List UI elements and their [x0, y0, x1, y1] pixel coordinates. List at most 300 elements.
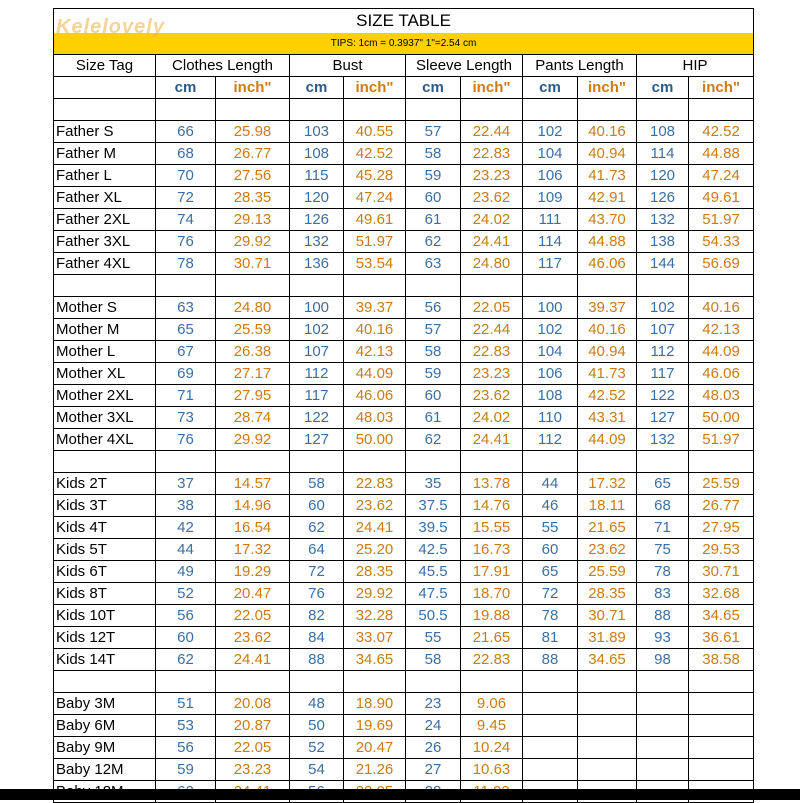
table-title: SIZE TABLE	[54, 9, 754, 34]
size-tag-cell: Father L	[54, 165, 156, 187]
inch-value-cell: 17.32	[578, 473, 637, 495]
size-tag-cell: Father 3XL	[54, 231, 156, 253]
inch-value-cell: 24.80	[216, 297, 290, 319]
cm-value-cell: 108	[290, 143, 344, 165]
cm-value-cell: 39.5	[406, 517, 461, 539]
inch-value-cell: 27.17	[216, 363, 290, 385]
inch-value-cell: 27.95	[689, 517, 754, 539]
spacer-cell	[344, 451, 406, 473]
cm-value-cell: 57	[406, 121, 461, 143]
spacer-cell	[156, 275, 216, 297]
inch-value-cell: 32.68	[689, 583, 754, 605]
cm-value-cell: 55	[406, 627, 461, 649]
cm-value-cell: 132	[637, 429, 689, 451]
spacer-cell	[406, 451, 461, 473]
inch-value-cell: 29.92	[216, 429, 290, 451]
spacer-row	[54, 99, 754, 121]
cm-value-cell: 112	[523, 429, 578, 451]
inch-value-cell: 14.96	[216, 495, 290, 517]
cm-value-cell: 62	[290, 517, 344, 539]
inch-value-cell: 22.83	[461, 143, 523, 165]
inch-value-cell: 39.37	[344, 297, 406, 319]
header-bust: Bust	[290, 55, 406, 77]
size-tag-cell: Mother S	[54, 297, 156, 319]
spacer-cell	[290, 275, 344, 297]
cm-value-cell: 117	[290, 385, 344, 407]
inch-value-cell: 46.06	[689, 363, 754, 385]
spacer-cell	[54, 275, 156, 297]
table-row	[54, 737, 754, 759]
spacer-cell	[523, 451, 578, 473]
table-row	[54, 385, 754, 407]
table-row	[54, 407, 754, 429]
inch-value-cell: 56.69	[689, 253, 754, 275]
inch-value-cell: 24.41	[344, 517, 406, 539]
cm-value-cell: 74	[156, 209, 216, 231]
inch-value-cell	[578, 737, 637, 759]
cm-value-cell: 38	[156, 495, 216, 517]
inch-value-cell	[689, 737, 754, 759]
table-row	[54, 539, 754, 561]
inch-value-cell	[689, 759, 754, 781]
spacer-cell	[523, 671, 578, 693]
cm-value-cell: 144	[637, 253, 689, 275]
unit-inch: inch"	[216, 77, 290, 99]
cm-value-cell: 76	[290, 583, 344, 605]
size-tag-cell: Kids 12T	[54, 627, 156, 649]
cm-value-cell: 106	[523, 363, 578, 385]
inch-value-cell: 42.13	[689, 319, 754, 341]
inch-value-cell: 24.02	[461, 209, 523, 231]
cm-value-cell: 64	[290, 539, 344, 561]
inch-value-cell: 42.13	[344, 341, 406, 363]
cm-value-cell	[637, 693, 689, 715]
inch-value-cell: 48.03	[344, 407, 406, 429]
spacer-cell	[344, 275, 406, 297]
tips-banner: TIPS: 1cm = 0.3937" 1"=2.54 cm	[54, 33, 754, 55]
inch-value-cell: 29.53	[689, 539, 754, 561]
cm-value-cell: 83	[637, 583, 689, 605]
inch-value-cell: 22.44	[461, 121, 523, 143]
cm-value-cell: 132	[290, 231, 344, 253]
table-row	[54, 693, 754, 715]
cm-value-cell: 65	[156, 319, 216, 341]
inch-value-cell: 42.91	[578, 187, 637, 209]
inch-value-cell: 16.54	[216, 517, 290, 539]
spacer-cell	[156, 451, 216, 473]
inch-value-cell: 13.78	[461, 473, 523, 495]
cm-value-cell: 78	[156, 253, 216, 275]
spacer-cell	[406, 671, 461, 693]
cm-value-cell: 100	[290, 297, 344, 319]
header-pants-length: Pants Length	[523, 55, 637, 77]
cm-value-cell: 58	[406, 341, 461, 363]
inch-value-cell: 10.63	[461, 759, 523, 781]
cm-value-cell: 132	[637, 209, 689, 231]
size-tag-cell: Mother XL	[54, 363, 156, 385]
cm-value-cell: 49	[156, 561, 216, 583]
inch-value-cell: 24.41	[216, 649, 290, 671]
cm-value-cell: 108	[637, 121, 689, 143]
cm-value-cell: 73	[156, 407, 216, 429]
table-row	[54, 341, 754, 363]
table-row	[54, 319, 754, 341]
cm-value-cell	[523, 759, 578, 781]
spacer-cell	[637, 451, 689, 473]
cm-value-cell: 110	[523, 407, 578, 429]
size-tag-cell: Kids 6T	[54, 561, 156, 583]
size-tag-cell: Baby 3M	[54, 693, 156, 715]
cm-value-cell: 104	[523, 341, 578, 363]
cm-value-cell: 63	[406, 253, 461, 275]
size-tag-cell: Baby 6M	[54, 715, 156, 737]
inch-value-cell: 27.95	[216, 385, 290, 407]
cm-value-cell: 58	[406, 649, 461, 671]
inch-value-cell: 26.38	[216, 341, 290, 363]
unit-cm: cm	[156, 77, 216, 99]
inch-value-cell	[689, 715, 754, 737]
inch-value-cell: 20.47	[344, 737, 406, 759]
cm-value-cell: 84	[290, 627, 344, 649]
cm-value-cell: 50	[290, 715, 344, 737]
cm-value-cell: 104	[523, 143, 578, 165]
inch-value-cell: 21.65	[461, 627, 523, 649]
cm-value-cell: 88	[637, 605, 689, 627]
cm-value-cell: 61	[406, 209, 461, 231]
cm-value-cell: 63	[156, 297, 216, 319]
cm-value-cell: 117	[637, 363, 689, 385]
header-row	[54, 55, 754, 77]
cm-value-cell	[637, 759, 689, 781]
inch-value-cell: 14.76	[461, 495, 523, 517]
cm-value-cell: 52	[290, 737, 344, 759]
unit-inch: inch"	[461, 77, 523, 99]
cm-value-cell: 102	[523, 319, 578, 341]
table-row	[54, 143, 754, 165]
cm-value-cell	[637, 737, 689, 759]
spacer-cell	[216, 451, 290, 473]
inch-value-cell: 17.32	[216, 539, 290, 561]
inch-value-cell: 30.71	[578, 605, 637, 627]
spacer-cell	[156, 671, 216, 693]
cm-value-cell: 102	[523, 121, 578, 143]
spacer-cell	[54, 451, 156, 473]
cm-value-cell: 45.5	[406, 561, 461, 583]
cm-value-cell: 65	[523, 561, 578, 583]
cm-value-cell: 126	[290, 209, 344, 231]
cm-value-cell: 120	[290, 187, 344, 209]
cm-value-cell: 66	[156, 121, 216, 143]
spacer-cell	[406, 99, 461, 121]
inch-value-cell: 43.31	[578, 407, 637, 429]
cm-value-cell: 62	[406, 231, 461, 253]
cm-value-cell: 42.5	[406, 539, 461, 561]
inch-value-cell: 22.05	[461, 297, 523, 319]
inch-value-cell: 29.92	[216, 231, 290, 253]
unit-cm: cm	[523, 77, 578, 99]
inch-value-cell: 42.52	[689, 121, 754, 143]
spacer-cell	[637, 671, 689, 693]
cm-value-cell: 111	[523, 209, 578, 231]
watermark-logo: Kelelovely	[56, 16, 165, 38]
cm-value-cell: 50.5	[406, 605, 461, 627]
cm-value-cell: 72	[156, 187, 216, 209]
cm-value-cell: 138	[637, 231, 689, 253]
unit-inch: inch"	[578, 77, 637, 99]
spacer-cell	[637, 99, 689, 121]
spacer-cell	[689, 99, 754, 121]
inch-value-cell: 16.73	[461, 539, 523, 561]
cm-value-cell	[523, 715, 578, 737]
cm-value-cell: 48	[290, 693, 344, 715]
inch-value-cell: 39.37	[578, 297, 637, 319]
inch-value-cell: 44.88	[689, 143, 754, 165]
spacer-cell	[689, 275, 754, 297]
inch-value-cell: 40.16	[578, 319, 637, 341]
inch-value-cell: 18.90	[344, 693, 406, 715]
size-tag-cell: Mother 4XL	[54, 429, 156, 451]
cm-value-cell: 100	[523, 297, 578, 319]
cm-value-cell: 59	[406, 165, 461, 187]
size-tag-cell: Father 2XL	[54, 209, 156, 231]
cm-value-cell: 71	[637, 517, 689, 539]
cm-value-cell: 61	[406, 407, 461, 429]
unit-cm: cm	[290, 77, 344, 99]
inch-value-cell: 28.35	[344, 561, 406, 583]
cm-value-cell: 76	[156, 231, 216, 253]
table-row	[54, 253, 754, 275]
cm-value-cell: 62	[406, 429, 461, 451]
spacer-cell	[578, 671, 637, 693]
cm-value-cell: 37.5	[406, 495, 461, 517]
inch-value-cell	[578, 715, 637, 737]
inch-value-cell: 22.83	[344, 473, 406, 495]
cm-value-cell: 76	[156, 429, 216, 451]
inch-value-cell	[578, 759, 637, 781]
cm-value-cell: 70	[156, 165, 216, 187]
inch-value-cell: 44.09	[578, 429, 637, 451]
inch-value-cell: 14.57	[216, 473, 290, 495]
cm-value-cell: 60	[406, 385, 461, 407]
cm-value-cell: 55	[523, 517, 578, 539]
size-tag-cell: Kids 4T	[54, 517, 156, 539]
spacer-cell	[406, 275, 461, 297]
cm-value-cell: 67	[156, 341, 216, 363]
inch-value-cell: 42.52	[578, 385, 637, 407]
cm-value-cell: 47.5	[406, 583, 461, 605]
inch-value-cell: 50.00	[344, 429, 406, 451]
header-sleeve-length: Sleeve Length	[406, 55, 523, 77]
cm-value-cell: 35	[406, 473, 461, 495]
cm-value-cell: 56	[406, 297, 461, 319]
cm-value-cell: 46	[523, 495, 578, 517]
cm-value-cell	[523, 693, 578, 715]
inch-value-cell: 46.06	[344, 385, 406, 407]
inch-value-cell: 10.24	[461, 737, 523, 759]
cm-value-cell: 65	[637, 473, 689, 495]
inch-value-cell: 54.33	[689, 231, 754, 253]
cm-value-cell: 72	[523, 583, 578, 605]
inch-value-cell: 34.65	[689, 605, 754, 627]
inch-value-cell: 31.89	[578, 627, 637, 649]
table-row	[54, 759, 754, 781]
header-clothes-length: Clothes Length	[156, 55, 290, 77]
cm-value-cell: 88	[290, 649, 344, 671]
size-tag-cell: Kids 8T	[54, 583, 156, 605]
size-table	[53, 8, 754, 803]
inch-value-cell: 17.91	[461, 561, 523, 583]
spacer-cell	[344, 99, 406, 121]
table-row	[54, 583, 754, 605]
cm-value-cell: 52	[156, 583, 216, 605]
inch-value-cell: 24.41	[461, 429, 523, 451]
unit-cm: cm	[406, 77, 461, 99]
table-row	[54, 561, 754, 583]
table-row	[54, 209, 754, 231]
inch-value-cell: 44.09	[344, 363, 406, 385]
inch-value-cell: 23.23	[461, 165, 523, 187]
inch-value-cell: 25.98	[216, 121, 290, 143]
inch-value-cell: 28.35	[216, 187, 290, 209]
cm-value-cell: 126	[637, 187, 689, 209]
cm-value-cell: 109	[523, 187, 578, 209]
inch-value-cell: 41.73	[578, 363, 637, 385]
cm-value-cell: 72	[290, 561, 344, 583]
table-row	[54, 649, 754, 671]
inch-value-cell: 24.41	[461, 231, 523, 253]
inch-value-cell: 20.47	[216, 583, 290, 605]
cm-value-cell: 54	[290, 759, 344, 781]
inch-value-cell: 23.62	[461, 187, 523, 209]
cm-value-cell: 68	[637, 495, 689, 517]
inch-value-cell: 32.28	[344, 605, 406, 627]
size-tag-cell: Mother 2XL	[54, 385, 156, 407]
spacer-cell	[216, 671, 290, 693]
unit-inch: inch"	[344, 77, 406, 99]
cm-value-cell: 56	[156, 737, 216, 759]
spacer-cell	[461, 99, 523, 121]
cm-value-cell: 75	[637, 539, 689, 561]
size-tag-cell: Mother L	[54, 341, 156, 363]
size-tag-cell: Kids 14T	[54, 649, 156, 671]
cm-value-cell: 60	[406, 187, 461, 209]
size-tag-cell: Mother M	[54, 319, 156, 341]
cm-value-cell: 103	[290, 121, 344, 143]
spacer-row	[54, 671, 754, 693]
cm-value-cell: 68	[156, 143, 216, 165]
inch-value-cell: 34.65	[578, 649, 637, 671]
size-tag-cell: Kids 2T	[54, 473, 156, 495]
inch-value-cell: 19.69	[344, 715, 406, 737]
spacer-cell	[461, 275, 523, 297]
spacer-cell	[578, 99, 637, 121]
cm-value-cell: 56	[156, 605, 216, 627]
cm-value-cell: 71	[156, 385, 216, 407]
inch-value-cell: 28.35	[578, 583, 637, 605]
inch-value-cell: 51.97	[344, 231, 406, 253]
spacer-cell	[216, 275, 290, 297]
spacer-cell	[461, 451, 523, 473]
inch-value-cell: 19.88	[461, 605, 523, 627]
table-row	[54, 121, 754, 143]
spacer-cell	[54, 671, 156, 693]
inch-value-cell: 51.97	[689, 209, 754, 231]
cm-value-cell: 27	[406, 759, 461, 781]
spacer-cell	[290, 451, 344, 473]
size-tag-cell: Father S	[54, 121, 156, 143]
inch-value-cell: 9.06	[461, 693, 523, 715]
spacer-cell	[637, 275, 689, 297]
inch-value-cell: 33.07	[344, 627, 406, 649]
size-tag-cell: Mother 3XL	[54, 407, 156, 429]
header-size-tag: Size Tag	[54, 55, 156, 77]
cm-value-cell: 93	[637, 627, 689, 649]
cm-value-cell: 114	[637, 143, 689, 165]
size-tag-cell: Father XL	[54, 187, 156, 209]
inch-value-cell: 30.71	[689, 561, 754, 583]
spacer-cell	[344, 671, 406, 693]
cm-value-cell: 59	[406, 363, 461, 385]
spacer-cell	[156, 99, 216, 121]
cm-value-cell: 26	[406, 737, 461, 759]
inch-value-cell: 22.44	[461, 319, 523, 341]
inch-value-cell: 29.13	[216, 209, 290, 231]
cm-value-cell: 62	[156, 649, 216, 671]
spacer-cell	[290, 99, 344, 121]
table-row	[54, 495, 754, 517]
cm-value-cell: 44	[523, 473, 578, 495]
unit-blank	[54, 77, 156, 99]
spacer-cell	[523, 99, 578, 121]
inch-value-cell: 22.83	[461, 649, 523, 671]
cm-value-cell: 57	[406, 319, 461, 341]
inch-value-cell: 40.16	[689, 297, 754, 319]
inch-value-cell: 51.97	[689, 429, 754, 451]
cm-value-cell: 59	[156, 759, 216, 781]
inch-value-cell: 49.61	[689, 187, 754, 209]
table-row	[54, 165, 754, 187]
cm-value-cell: 112	[637, 341, 689, 363]
inch-value-cell	[578, 693, 637, 715]
inch-value-cell: 24.80	[461, 253, 523, 275]
inch-value-cell: 41.73	[578, 165, 637, 187]
inch-value-cell: 34.65	[344, 649, 406, 671]
spacer-cell	[523, 275, 578, 297]
inch-value-cell: 25.20	[344, 539, 406, 561]
cm-value-cell: 78	[637, 561, 689, 583]
cm-value-cell: 115	[290, 165, 344, 187]
inch-value-cell: 20.08	[216, 693, 290, 715]
cm-value-cell: 81	[523, 627, 578, 649]
inch-value-cell: 49.61	[344, 209, 406, 231]
size-tag-cell: Father M	[54, 143, 156, 165]
inch-value-cell: 21.26	[344, 759, 406, 781]
inch-value-cell: 19.29	[216, 561, 290, 583]
inch-value-cell: 23.23	[216, 759, 290, 781]
inch-value-cell: 48.03	[689, 385, 754, 407]
table-row	[54, 517, 754, 539]
size-tag-cell: Baby 12M	[54, 759, 156, 781]
spacer-cell	[216, 99, 290, 121]
unit-inch: inch"	[689, 77, 754, 99]
inch-value-cell: 21.65	[578, 517, 637, 539]
inch-value-cell: 40.16	[344, 319, 406, 341]
cm-value-cell: 82	[290, 605, 344, 627]
inch-value-cell: 40.94	[578, 143, 637, 165]
inch-value-cell: 44.09	[689, 341, 754, 363]
inch-value-cell: 47.24	[689, 165, 754, 187]
spacer-cell	[689, 671, 754, 693]
